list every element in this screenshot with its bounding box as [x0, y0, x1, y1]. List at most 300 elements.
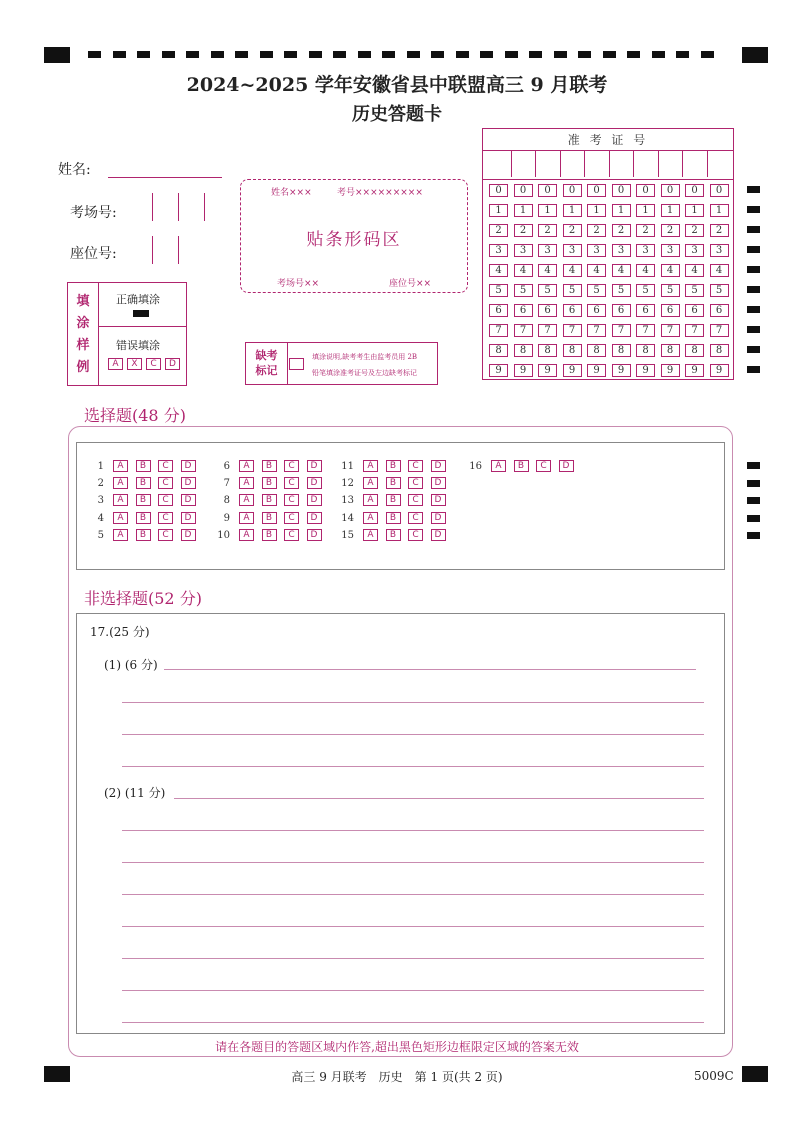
choice-bubble-d[interactable]: D [307, 494, 322, 506]
exam-id-bubble[interactable]: 0 [489, 184, 508, 197]
exam-id-write-cell[interactable] [560, 150, 585, 177]
wrong-fill-label: 错误填涂 [116, 339, 160, 352]
seat-field[interactable] [127, 236, 179, 264]
q17-part1-label: (1) (6 分) [104, 658, 158, 672]
choice-bubble-b[interactable]: B [136, 529, 151, 541]
exam-id-bubble[interactable]: 3 [636, 244, 655, 257]
exam-id-bubble[interactable]: 9 [685, 364, 704, 377]
wrong-mark-b: X [127, 358, 142, 370]
choice-bubble-b[interactable]: B [262, 512, 277, 524]
choice-question [96, 512, 216, 526]
exam-id-bubble[interactable]: 2 [587, 224, 606, 237]
wrong-mark-d: D [165, 358, 180, 370]
timing-mark-top [407, 51, 420, 58]
choice-bubble-b[interactable]: B [386, 477, 401, 489]
choice-bubble-c[interactable]: C [284, 512, 299, 524]
choice-question [222, 460, 342, 474]
absent-label: 缺考 标记 [255, 349, 278, 377]
timing-mark-right [747, 532, 760, 539]
choice-question [222, 494, 342, 508]
question-number: 12 [341, 478, 354, 490]
timing-mark-top [333, 51, 346, 58]
choice-bubble-d[interactable]: D [307, 460, 322, 472]
timing-mark-top [578, 51, 591, 58]
footer-page-info: 高三 9 月联考 历史 第 1 页(共 2 页) [291, 1070, 503, 1084]
choice-question [222, 477, 342, 491]
exam-id-bubble[interactable]: 3 [661, 244, 680, 257]
choice-question [217, 529, 342, 543]
exam-id-bubble[interactable]: 8 [563, 344, 582, 357]
exam-id-bubble[interactable]: 7 [538, 324, 557, 337]
exam-id-bubble[interactable]: 2 [612, 224, 631, 237]
wrong-mark-a: A [108, 358, 123, 370]
question-number: 9 [223, 512, 230, 524]
exam-id-bubble[interactable]: 5 [636, 284, 655, 297]
choice-bubble-b[interactable]: B [386, 460, 401, 472]
q17-answer-box [76, 613, 725, 1034]
exam-id-bubble[interactable]: 7 [587, 324, 606, 337]
timing-mark-top [162, 51, 175, 58]
choice-bubble-d[interactable]: D [181, 529, 196, 541]
timing-mark-top [284, 51, 297, 58]
choice-bubble-d[interactable]: D [181, 477, 196, 489]
exam-id-bubble[interactable]: 3 [612, 244, 631, 257]
choice-bubble-d[interactable]: D [431, 460, 446, 472]
question-number: 4 [97, 512, 104, 524]
choice-question [96, 494, 216, 508]
choice-bubble-a[interactable]: A [113, 477, 128, 489]
exam-id-bubble[interactable]: 0 [685, 184, 704, 197]
answer-line[interactable] [122, 734, 704, 735]
choice-bubble-a[interactable]: A [491, 460, 506, 472]
exam-id-bubble[interactable]: 0 [710, 184, 729, 197]
choice-question [341, 477, 466, 491]
exam-id-write-cell[interactable] [486, 150, 511, 177]
exam-id-bubble[interactable]: 1 [514, 204, 533, 217]
exam-id-write-cell[interactable] [658, 150, 683, 177]
choice-bubble-b[interactable]: B [262, 460, 277, 472]
exam-id-bubble[interactable]: 6 [489, 304, 508, 317]
subject-title: 历史答题卡 [352, 104, 442, 125]
exam-id-bubble[interactable]: 5 [587, 284, 606, 297]
exam-id-bubble[interactable]: 3 [538, 244, 557, 257]
choice-question [341, 512, 466, 526]
choice-bubble-d[interactable]: D [307, 477, 322, 489]
timing-mark-top [113, 51, 126, 58]
choice-bubble-d[interactable]: D [431, 494, 446, 506]
exam-id-bubble[interactable]: 6 [538, 304, 557, 317]
exam-id-bubble[interactable]: 4 [661, 264, 680, 277]
corner-mark-top-left [44, 47, 70, 63]
choice-bubble-d[interactable]: D [181, 494, 196, 506]
corner-mark-top-right [742, 47, 768, 63]
answer-line[interactable] [122, 1022, 704, 1023]
question-number: 16 [469, 461, 482, 472]
timing-mark-top [701, 51, 714, 58]
exam-title: 2024~2025 学年安徽省县中联盟高三 9 月联考 [186, 74, 608, 96]
exam-id-bubble[interactable]: 5 [563, 284, 582, 297]
exam-id-bubble[interactable]: 5 [514, 284, 533, 297]
exam-id-bubble[interactable]: 8 [612, 344, 631, 357]
choice-bubble-d[interactable]: D [431, 512, 446, 524]
choice-bubble-d[interactable]: D [181, 460, 196, 472]
exam-id-bubble[interactable]: 7 [612, 324, 631, 337]
exam-id-bubble[interactable]: 5 [489, 284, 508, 297]
exam-id-bubble[interactable]: 1 [685, 204, 704, 217]
choice-bubble-b[interactable]: B [136, 494, 151, 506]
question-number: 6 [223, 461, 230, 472]
question-number: 8 [223, 495, 230, 507]
exam-id-bubble[interactable]: 8 [514, 344, 533, 357]
exam-id-bubble[interactable]: 1 [538, 204, 557, 217]
timing-mark-top [260, 51, 273, 58]
exam-id-bubble[interactable]: 2 [563, 224, 582, 237]
exam-id-bubble[interactable]: 8 [710, 344, 729, 357]
choice-bubble-b[interactable]: B [386, 512, 401, 524]
exam-id-bubble[interactable]: 7 [636, 324, 655, 337]
exam-id-bubble[interactable]: 5 [710, 284, 729, 297]
choice-bubble-c[interactable]: C [158, 512, 173, 524]
choice-bubble-b[interactable]: B [386, 529, 401, 541]
fill-example-title: 填 涂 样 例 [76, 294, 90, 375]
exam-id-bubble[interactable]: 3 [563, 244, 582, 257]
choice-question [96, 477, 216, 491]
exam-id-bubble[interactable]: 4 [587, 264, 606, 277]
exam-id-bubble[interactable]: 2 [685, 224, 704, 237]
exam-id-bubble[interactable]: 9 [514, 364, 533, 377]
timing-mark-right [747, 462, 760, 469]
exam-id-bubble[interactable]: 5 [661, 284, 680, 297]
room-field[interactable] [127, 193, 205, 221]
timing-mark-right [747, 306, 760, 313]
timing-mark-right [747, 346, 760, 353]
exam-id-bubble[interactable]: 2 [538, 224, 557, 237]
name-field[interactable] [108, 160, 222, 178]
question-number: 5 [97, 529, 104, 541]
barcode-area-label: 贴条形码区 [306, 230, 402, 250]
exam-id-write-cell[interactable] [633, 150, 658, 177]
timing-mark-top [456, 51, 469, 58]
exam-id-bubble[interactable]: 6 [514, 304, 533, 317]
seat-label: 座位号: [70, 246, 117, 262]
timing-mark-right [747, 286, 760, 293]
question-number: 14 [341, 512, 354, 524]
choice-bubble-c[interactable]: C [284, 460, 299, 472]
exam-id-title: 准 考 证 号 [567, 133, 649, 147]
timing-mark-top [652, 51, 665, 58]
choice-bubble-b[interactable]: B [262, 494, 277, 506]
exam-id-bubble[interactable]: 9 [538, 364, 557, 377]
choice-bubble-c[interactable]: C [408, 494, 423, 506]
timing-mark-top [529, 51, 542, 58]
exam-id-bubble[interactable]: 0 [661, 184, 680, 197]
exam-id-bubble[interactable]: 2 [661, 224, 680, 237]
question-number: 11 [341, 461, 354, 472]
choice-bubble-a[interactable]: A [113, 460, 128, 472]
exam-id-bubble[interactable]: 6 [612, 304, 631, 317]
exam-id-bubble[interactable]: 0 [636, 184, 655, 197]
choice-bubble-a[interactable]: A [113, 512, 128, 524]
timing-mark-top [480, 51, 493, 58]
absent-checkbox[interactable] [289, 358, 304, 370]
choice-bubble-a[interactable]: A [239, 529, 254, 541]
answer-line[interactable] [122, 830, 704, 831]
answer-line[interactable] [122, 990, 704, 991]
exam-id-bubble[interactable]: 1 [587, 204, 606, 217]
exam-id-bubble[interactable]: 8 [538, 344, 557, 357]
timing-mark-top [358, 51, 371, 58]
exam-id-bubble[interactable]: 9 [636, 364, 655, 377]
choice-bubble-c[interactable]: C [284, 529, 299, 541]
exam-id-bubble[interactable]: 7 [661, 324, 680, 337]
correct-fill-label: 正确填涂 [116, 293, 160, 306]
question-number: 1 [97, 461, 104, 472]
choice-bubble-c[interactable]: C [408, 529, 423, 541]
choice-bubble-c[interactable]: C [158, 529, 173, 541]
correct-fill-mark [133, 310, 149, 317]
fill-example-box [67, 282, 187, 386]
exam-id-bubble[interactable]: 3 [710, 244, 729, 257]
q17-part2-label: (2) (11 分) [104, 786, 166, 800]
exam-id-bubble[interactable]: 1 [612, 204, 631, 217]
timing-mark-right [747, 186, 760, 193]
non-choice-section-title: 非选择题(52 分) [84, 589, 202, 608]
choice-bubble-b[interactable]: B [514, 460, 529, 472]
exam-id-grid [482, 128, 734, 380]
timing-mark-right [747, 366, 760, 373]
choice-bubble-d[interactable]: D [559, 460, 574, 472]
timing-mark-right [747, 226, 760, 233]
timing-mark-right [747, 266, 760, 273]
exam-id-bubble[interactable]: 0 [587, 184, 606, 197]
choice-bubble-b[interactable]: B [136, 477, 151, 489]
choice-bubble-a[interactable]: A [239, 494, 254, 506]
exam-id-bubble[interactable]: 4 [710, 264, 729, 277]
question-number: 7 [223, 478, 230, 490]
timing-mark-top [554, 51, 567, 58]
exam-id-bubble[interactable]: 4 [685, 264, 704, 277]
choice-bubble-b[interactable]: B [262, 529, 277, 541]
wrong-mark-c: C [146, 358, 161, 370]
choice-section-title: 选择题(48 分) [84, 406, 186, 425]
exam-id-bubble[interactable]: 4 [514, 264, 533, 277]
choice-bubble-a[interactable]: A [363, 460, 378, 472]
timing-mark-right [747, 515, 760, 522]
choice-bubble-c[interactable]: C [408, 460, 423, 472]
question-number: 2 [97, 478, 104, 490]
exam-id-bubble[interactable]: 4 [612, 264, 631, 277]
answer-line[interactable] [122, 894, 704, 895]
choice-bubble-c[interactable]: C [408, 512, 423, 524]
answer-line[interactable] [122, 958, 704, 959]
exam-id-bubble[interactable]: 8 [685, 344, 704, 357]
exam-id-bubble[interactable]: 1 [636, 204, 655, 217]
exam-id-bubble[interactable]: 7 [563, 324, 582, 337]
choice-bubble-c[interactable]: C [158, 460, 173, 472]
q17-label: 17.(25 分) [90, 625, 150, 639]
timing-mark-right [747, 206, 760, 213]
choice-bubble-d[interactable]: D [307, 529, 322, 541]
choice-question [96, 460, 216, 474]
exam-id-bubble[interactable]: 3 [587, 244, 606, 257]
exam-id-bubble[interactable]: 0 [514, 184, 533, 197]
timing-mark-right [747, 480, 760, 487]
exam-id-bubble[interactable]: 5 [538, 284, 557, 297]
exam-id-bubble[interactable]: 9 [661, 364, 680, 377]
choice-bubble-c[interactable]: C [158, 494, 173, 506]
exam-id-bubble[interactable]: 4 [538, 264, 557, 277]
choice-bubble-c[interactable]: C [284, 477, 299, 489]
exam-id-bubble[interactable]: 1 [661, 204, 680, 217]
exam-id-bubble[interactable]: 2 [514, 224, 533, 237]
choice-bubble-a[interactable]: A [239, 460, 254, 472]
exam-id-bubble[interactable]: 7 [489, 324, 508, 337]
exam-id-bubble[interactable]: 2 [710, 224, 729, 237]
choice-bubble-d[interactable]: D [431, 529, 446, 541]
exam-id-write-cell[interactable] [682, 150, 707, 177]
choice-question [469, 460, 594, 474]
exam-id-bubble[interactable]: 1 [489, 204, 508, 217]
barcode-area [240, 179, 468, 293]
timing-mark-top [431, 51, 444, 58]
choice-bubble-b[interactable]: B [386, 494, 401, 506]
choice-bubble-c[interactable]: C [408, 477, 423, 489]
exam-id-bubble[interactable]: 3 [489, 244, 508, 257]
exam-id-bubble[interactable]: 5 [685, 284, 704, 297]
timing-mark-top [88, 51, 101, 58]
choice-bubble-c[interactable]: C [284, 494, 299, 506]
exam-id-bubble[interactable]: 6 [563, 304, 582, 317]
exam-id-bubbles [483, 181, 733, 379]
choice-question [341, 460, 466, 474]
answer-line[interactable] [122, 926, 704, 927]
exam-id-bubble[interactable]: 4 [489, 264, 508, 277]
exam-id-bubble[interactable]: 9 [489, 364, 508, 377]
exam-id-bubble[interactable]: 7 [710, 324, 729, 337]
barcode-seat-placeholder: 座位号×× [389, 279, 432, 289]
exam-id-bubble[interactable]: 9 [612, 364, 631, 377]
absent-mark-box [245, 342, 438, 385]
choice-question [341, 494, 466, 508]
exam-id-bubble[interactable]: 9 [587, 364, 606, 377]
timing-mark-top [137, 51, 150, 58]
exam-id-bubble[interactable]: 8 [636, 344, 655, 357]
choice-bubble-a[interactable]: A [113, 529, 128, 541]
exam-id-bubble[interactable]: 5 [612, 284, 631, 297]
timing-mark-top [186, 51, 199, 58]
exam-id-bubble[interactable]: 0 [563, 184, 582, 197]
exam-id-bubble[interactable]: 7 [514, 324, 533, 337]
exam-id-bubble[interactable]: 6 [685, 304, 704, 317]
barcode-id-placeholder: 考号××××××××× [337, 188, 423, 198]
question-number: 10 [217, 529, 230, 541]
choice-bubble-a[interactable]: A [113, 494, 128, 506]
choice-bubble-c[interactable]: C [536, 460, 551, 472]
choice-bubble-d[interactable]: D [307, 512, 322, 524]
exam-id-bubble[interactable]: 1 [563, 204, 582, 217]
choice-question [222, 512, 342, 526]
question-number: 13 [341, 495, 354, 507]
choice-question [341, 529, 466, 543]
exam-id-bubble[interactable]: 6 [710, 304, 729, 317]
timing-mark-top [627, 51, 640, 58]
choice-bubble-d[interactable]: D [431, 477, 446, 489]
timing-mark-top [235, 51, 248, 58]
exam-id-write-cell[interactable] [511, 150, 536, 177]
choice-bubble-b[interactable]: B [136, 512, 151, 524]
choice-bubble-d[interactable]: D [181, 512, 196, 524]
choice-bubble-a[interactable]: A [363, 512, 378, 524]
choice-question [96, 529, 216, 543]
exam-id-bubble[interactable]: 2 [489, 224, 508, 237]
exam-id-write-cell[interactable] [535, 150, 560, 177]
answer-line[interactable] [122, 702, 704, 703]
exam-id-bubble[interactable]: 6 [587, 304, 606, 317]
answer-line[interactable] [174, 798, 704, 799]
warning-text: 请在各题目的答题区域内作答,超出黑色矩形边框限定区域的答案无效 [215, 1040, 579, 1054]
timing-mark-top [211, 51, 224, 58]
exam-id-bubble[interactable]: 3 [685, 244, 704, 257]
absent-note: 填涂说明,缺考考生由监考员用 2B 铅笔填涂准考证号及左边缺考标记 [312, 353, 418, 377]
choice-bubble-c[interactable]: C [158, 477, 173, 489]
timing-mark-right [747, 326, 760, 333]
exam-id-bubble[interactable]: 8 [489, 344, 508, 357]
room-label: 考场号: [70, 205, 117, 221]
choice-bubble-a[interactable]: A [363, 529, 378, 541]
exam-id-bubble[interactable]: 4 [636, 264, 655, 277]
barcode-room-placeholder: 考场号×× [277, 279, 320, 289]
choice-bubble-b[interactable]: B [136, 460, 151, 472]
exam-id-bubble[interactable]: 6 [661, 304, 680, 317]
exam-id-bubble[interactable]: 8 [587, 344, 606, 357]
question-number: 3 [97, 495, 104, 507]
exam-id-write-cell[interactable] [707, 150, 732, 177]
timing-mark-right [747, 246, 760, 253]
choice-bubble-b[interactable]: B [262, 477, 277, 489]
exam-id-bubble[interactable]: 9 [563, 364, 582, 377]
exam-id-bubble[interactable]: 4 [563, 264, 582, 277]
timing-mark-top [603, 51, 616, 58]
exam-id-write-cell[interactable] [609, 150, 634, 177]
exam-id-bubble[interactable]: 6 [636, 304, 655, 317]
exam-id-bubble[interactable]: 1 [710, 204, 729, 217]
exam-id-bubble[interactable]: 7 [685, 324, 704, 337]
choice-bubble-a[interactable]: A [363, 494, 378, 506]
name-label: 姓名: [58, 162, 91, 178]
timing-mark-right [747, 497, 760, 504]
choice-bubble-a[interactable]: A [239, 477, 254, 489]
choice-bubble-a[interactable]: A [363, 477, 378, 489]
timing-mark-top [676, 51, 689, 58]
exam-id-bubble[interactable]: 8 [661, 344, 680, 357]
exam-id-bubble[interactable]: 9 [710, 364, 729, 377]
answer-line[interactable] [164, 669, 696, 670]
exam-id-bubble[interactable]: 0 [612, 184, 631, 197]
barcode-name-placeholder: 姓名××× [271, 188, 312, 198]
answer-line[interactable] [122, 766, 704, 767]
answer-line[interactable] [122, 862, 704, 863]
question-number: 15 [341, 529, 354, 541]
exam-id-write-cell[interactable] [584, 150, 609, 177]
timing-mark-top [309, 51, 322, 58]
footer-code: 5009C [694, 1069, 734, 1083]
exam-id-bubble[interactable]: 2 [636, 224, 655, 237]
choice-bubble-a[interactable]: A [239, 512, 254, 524]
exam-id-bubble[interactable]: 0 [538, 184, 557, 197]
timing-mark-top [382, 51, 395, 58]
exam-id-bubble[interactable]: 3 [514, 244, 533, 257]
timing-mark-top [505, 51, 518, 58]
